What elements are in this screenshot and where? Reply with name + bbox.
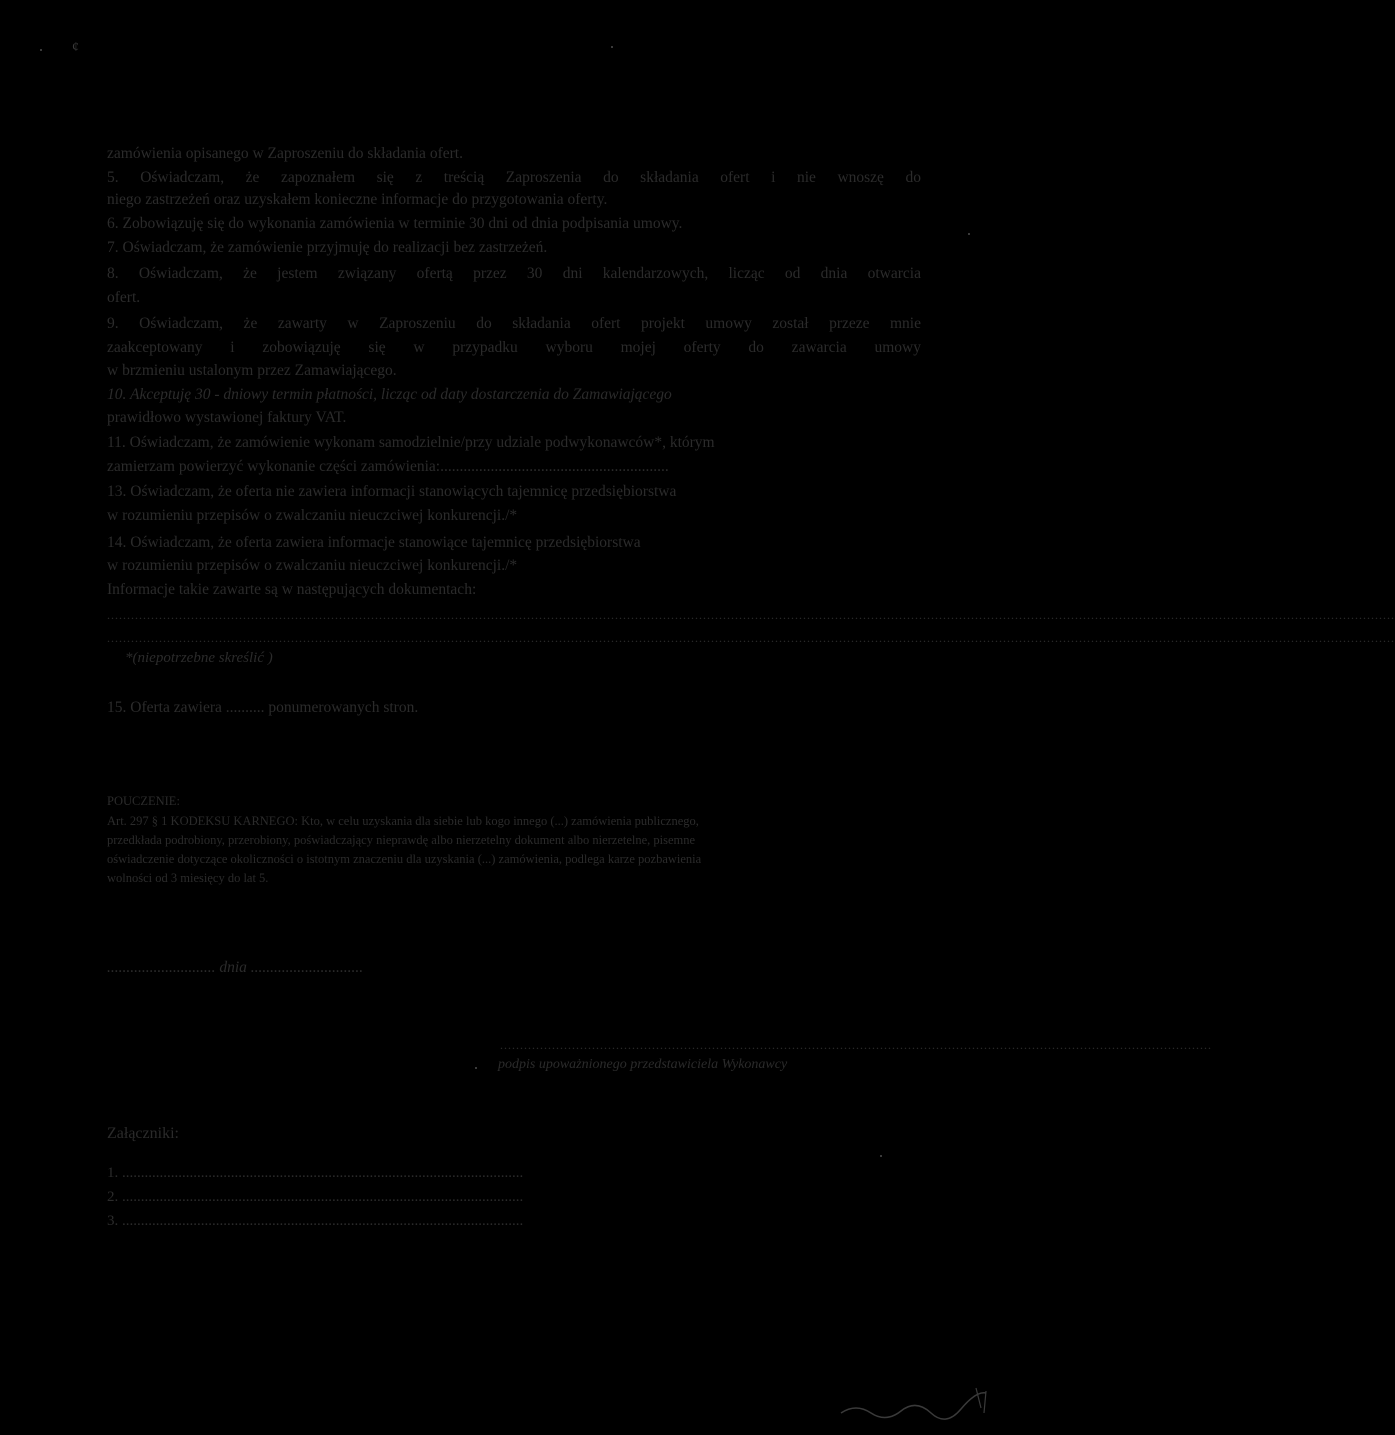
instruction-line: przedkłada podrobiony, przerobiony, poświadczający nieprawdę albo nierzetelny dokument albo nierzetelne, pisemne [107,833,696,847]
scan-speck [611,46,613,48]
attachment-item: 3. ........................................................................................................... [107,1213,524,1229]
pages-count-line: 15. Oferta zawiera .......... ponumerowanych stron. [107,699,419,716]
body-line: zaakceptowany i zobowiązuję się w przypadku wyboru mojej oferty do zawarcia umowy [107,339,921,356]
body-line: w rozumieniu przepisów o zwalczaniu nieuczciwej konkurencji./* [107,557,518,574]
signature-dotted-line: .................................................................................................................................................................................. [500,1038,1212,1052]
body-line: Informacje takie zawarte są w następujących dokumentach: [107,581,477,598]
attachment-item: 2. ........................................................................................................... [107,1189,524,1205]
attachment-item: 1. ........................................................................................................... [107,1165,524,1181]
body-line: ofert. [107,289,141,306]
instruction-line: oświadczenie dotyczące okoliczności o istotnym znaczeniu dla uzyskania (...) zamówienia, podlega karze pozbawienia [107,852,702,866]
fill-in-dotted-line: .................................................................................................................................................................................................................................................................................................................................. [107,631,1395,645]
handwritten-mark-icon [836,1383,996,1423]
scan-speck [475,1067,477,1069]
scan-speck [968,233,970,235]
date-line: ............................ dnia ............................. [107,959,364,976]
attachments-title: Załączniki: [107,1125,179,1142]
corner-glyph: ¢ [72,40,79,55]
body-line: niego zastrzeżeń oraz uzyskałem konieczne informacje do przygotowania oferty. [107,191,608,208]
body-line: zamierzam powierzyć wykonanie części zamówienia:........................................................... [107,458,669,475]
body-line: 5. Oświadczam, że zapoznałem się z treścią Zaproszenia do składania ofert i nie wnoszę do [107,169,921,186]
instruction-title: POUCZENIE: [107,794,180,808]
body-line: w rozumieniu przepisów o zwalczaniu nieuczciwej konkurencji./* [107,507,518,524]
body-line: 8. Oświadczam, że jestem związany ofertą przez 30 dni kalendarzowych, licząc od dnia otwarcia [107,265,921,282]
instruction-line: wolności od 3 miesięcy do lat 5. [107,871,269,885]
footnote: *(niepotrzebne skreślić ) [125,650,273,666]
body-line: w brzmieniu ustalonym przez Zamawiającego. [107,362,397,379]
instruction-line: Art. 297 § 1 KODEKSU KARNEGO: Kto, w celu uzyskania dla siebie lub kogo innego (...) zamówienia publicznego, [107,814,699,828]
body-line: zamówienia opisanego w Zaproszeniu do składania ofert. [107,145,463,162]
fill-in-dotted-line: .................................................................................................................................................................................................................................................................................................................................. [107,608,1395,622]
body-line: 6. Zobowiązuję się do wykonania zamówienia w terminie 30 dni od dnia podpisania umowy. [107,215,683,232]
signature-label: podpis upoważnionego przedstawiciela Wykonawcy [498,1057,788,1072]
scan-speck [880,1155,882,1157]
body-line: 11. Oświadczam, że zamówienie wykonam samodzielnie/przy udziale podwykonawców*, którym [107,434,715,451]
body-line: 7. Oświadczam, że zamówienie przyjmuję do realizacji bez zastrzeżeń. [107,239,548,256]
scan-speck [40,49,42,51]
body-line: 14. Oświadczam, że oferta zawiera informacje stanowiące tajemnicę przedsiębiorstwa [107,534,641,551]
body-line: 10. Akceptuję 30 - dniowy termin płatności, licząc od daty dostarczenia do Zamawiającego [107,386,672,403]
body-line: 13. Oświadczam, że oferta nie zawiera informacji stanowiących tajemnicę przedsiębiorstwa [107,483,677,500]
body-line: prawidłowo wystawionej faktury VAT. [107,409,347,426]
body-line: 9. Oświadczam, że zawarty w Zaproszeniu do składania ofert projekt umowy został przeze mnie [107,315,921,332]
